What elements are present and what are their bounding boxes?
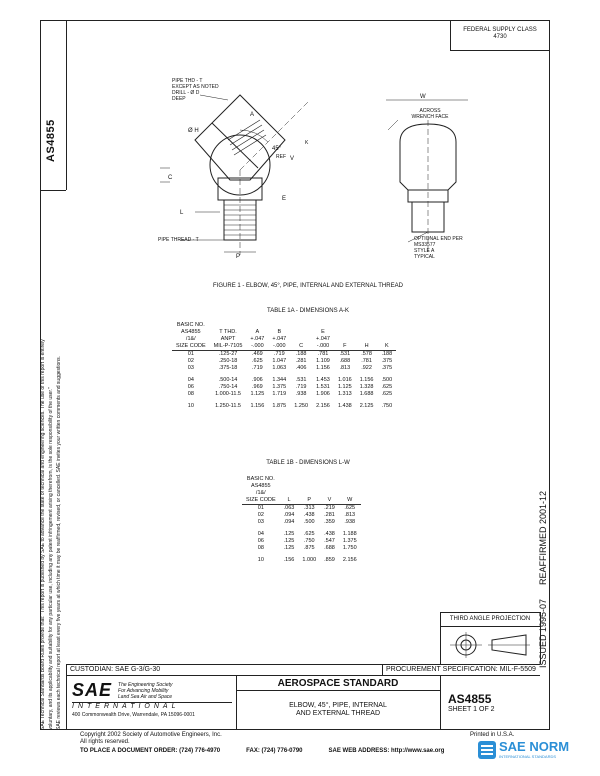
label-k: K — [305, 140, 309, 146]
sae-norm-watermark — [478, 740, 569, 759]
figure-caption: FIGURE 1 - ELBOW, 45°, PIPE, INTERNAL AND EXTERNAL THREAD — [213, 283, 403, 289]
table-row: 10 1.250-11.5 1.156 1.875 1.250 2.156 1.438 2.125 .750 — [187, 403, 393, 409]
tsb-rules-line-3: SAE reviews each technical report at least every five years at which time it may be reaffirmed, revised, or cancelled. SAE invites your written comments and suggestions. — [56, 356, 62, 730]
tsb-rules-line-2: voluntary, and its applicability and suitability for any particular use, including any patent infringement arising therefrom, is the sole responsibility of the user." — [48, 387, 54, 730]
order-phone: TO PLACE A DOCUMENT ORDER: (724) 776-4970 — [80, 748, 221, 754]
table-row: 06 .750-14 .969 1.375 .719 1.531 1.125 1.328 .625 — [187, 384, 393, 390]
label-e: E — [282, 196, 287, 202]
label-c: C — [168, 175, 173, 181]
table-1b: BASIC NO. AS4855 /1&/ SIZE CODE L P V W 01 .063 .313 .219 .625 02 .094 .438 .281 .813 03 .094 .500 .359 .938 04 .125 .625 .438 1.188 06 .125 .750 .547 1.375 08 .125 .875 .688 1.750 10 .156 1.000 .859 2.156 — [242, 476, 361, 564]
label-w: W — [420, 94, 426, 100]
aerospace-standard-heading: AEROSPACE STANDARD — [277, 678, 399, 689]
label-ms-spec: MS33577 — [414, 242, 436, 248]
table-row: 06 .125 .750 .547 1.375 — [257, 538, 357, 544]
web-address: SAE WEB ADDRESS: http://www.sae.org — [328, 748, 445, 754]
sheet-number: SHEET 1 OF 2 — [448, 706, 495, 713]
table-row: 04 .125 .625 .438 1.188 — [257, 531, 357, 537]
label-style: STYLE A — [414, 248, 435, 254]
table-1b-title: TABLE 1B - DIMENSIONS L-W — [266, 460, 350, 466]
table-1a: BASIC NO. AS4855 T THD. A B E /1&/ ANPT +.047 +.047 +.047 SIZE CODE MIL-P-7105 -.000 -.000 C -.000 F H K 01 .125-27 .469 .719 .188 .781 .531 .578 .188 02 .250-18 .625 1.047 .281 1.109 .688 .781 .375 03 .375-18 .719 1.063 .406 1.156 .813 .922 .375 04 .500-14 .906 1.344 .531 1.453 1.016 1.156 .500 06 .750-14 .969 1.375 .719 1.531 1.125 1.328 .625 08 1.000-11.5 1.125 1.719 .938 1.906 1.313 1.688 .625 10 1.250-11.5 1.156 1.875 1.250 2.156 1.438 2.125 .750 — [172, 322, 396, 410]
label-h: Ø H — [188, 128, 199, 134]
table-row: 02 .094 .438 .281 .813 — [257, 512, 356, 518]
table-row: 08 1.000-11.5 1.125 1.719 .938 1.906 1.313 1.688 .625 — [187, 391, 393, 397]
sae-logo: SAE — [72, 680, 113, 700]
label-angle: 45° — [272, 146, 282, 152]
sae-international: INTERNATIONAL — [72, 702, 232, 710]
fax-number: FAX: (724) 776-0790 — [246, 748, 303, 754]
custodian: CUSTODIAN: SAE G-3/G-30 — [70, 666, 161, 673]
table-row: 02 .250-18 .625 1.047 .281 1.109 .688 .781 .375 — [187, 358, 393, 364]
label-a: A — [250, 112, 255, 118]
watermark-text: SAE NORM — [499, 739, 570, 754]
doc-title-2: AND EXTERNAL THREAD — [295, 710, 381, 717]
third-angle-symbol — [448, 630, 532, 660]
fsc-label: FEDERAL SUPPLY CLASS — [463, 27, 537, 33]
label-pipe-thread: PIPE THREAD - T — [158, 237, 199, 243]
procurement-spec: PROCUREMENT SPECIFICATION: MIL-F-5509 — [386, 666, 536, 673]
sae-tagline-2: For Advancing Mobility — [118, 687, 169, 694]
sae-address: 400 Commonwealth Drive, Warrendale, PA 15096-0001 — [72, 712, 195, 718]
printed-in: Printed in U.S.A. — [470, 732, 515, 738]
label-typical: TYPICAL — [414, 254, 435, 260]
label-pipe-thd: PIPE THD - T — [172, 78, 203, 84]
reaffirmed-stamp: REAFFIRMED 2001-12 — [538, 490, 548, 585]
label-except: EXCEPT AS NOTED — [172, 84, 219, 90]
doc-title-1: ELBOW, 45°, PIPE, INTERNAL — [289, 702, 387, 709]
sae-logo-block — [72, 680, 232, 718]
fsc-number: 4730 — [493, 34, 507, 40]
watermark-subtext: INTERNATIONAL STANDARDS — [499, 754, 557, 759]
table-row: 08 .125 .875 .688 1.750 — [257, 545, 357, 551]
doc-number-vertical: AS4855 — [45, 119, 57, 162]
label-wrench-face: WRENCH FACE — [411, 114, 449, 120]
sae-tagline-1: The Engineering Society — [118, 681, 173, 688]
sae-tagline-3: Land Sea Air and Space — [118, 693, 173, 700]
label-l: L — [180, 210, 184, 216]
label-deep: DEEP — [172, 96, 186, 102]
elbow-drawing — [140, 70, 340, 260]
label-v: V — [290, 156, 295, 162]
issued-stamp: ISSUED 1995-07 — [538, 598, 548, 668]
label-ref: REF — [276, 154, 286, 160]
table-row: 10 .156 1.000 .859 2.156 — [257, 557, 357, 563]
table-row: 01 .125-27 .469 .719 .188 .781 .531 .578 .188 — [187, 351, 393, 357]
sae-norm-icon — [478, 741, 496, 759]
all-rights: All rights reserved. — [80, 739, 130, 745]
table-1a-title: TABLE 1A - DIMENSIONS A-K — [267, 308, 349, 314]
third-angle-label: THIRD ANGLE PROJECTION — [449, 616, 531, 622]
copyright: Copyright 2002 Society of Automotive Engineers, Inc. — [80, 732, 222, 738]
table-row: 04 .500-14 .906 1.344 .531 1.453 1.016 1.156 .500 — [187, 377, 393, 383]
table-row: 03 .375-18 .719 1.063 .406 1.156 .813 .922 .375 — [187, 365, 393, 371]
label-optional-end: OPTIONAL END PER — [414, 236, 463, 242]
tsb-rules-line-1: SAE Technical Standards Board Rules provide that: "This report is published by SAE to advance the state of technical and engineering sciences. The use of this report is entirely — [40, 339, 46, 730]
table-row: 01 .063 .313 .219 .625 — [257, 505, 356, 511]
table-row: 03 .094 .500 .359 .938 — [257, 519, 356, 525]
label-across: ACROSS — [419, 108, 441, 114]
label-drill: DRILL - Ø D — [172, 90, 200, 96]
doc-number: AS4855 — [448, 692, 492, 706]
label-p: P — [236, 254, 241, 260]
